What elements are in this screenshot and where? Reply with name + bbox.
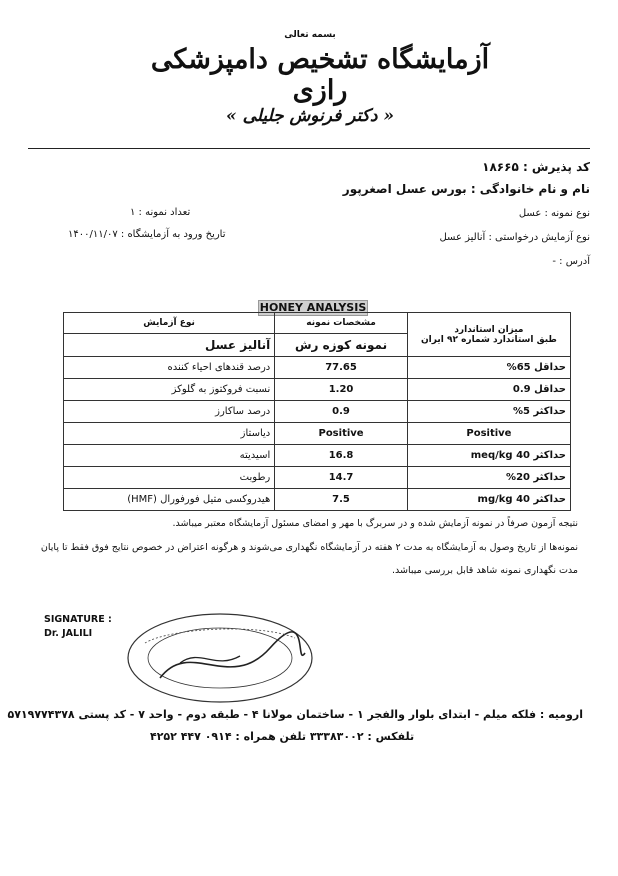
col-standard-header — [407, 313, 570, 357]
standard-value: حداقل 0.9 — [407, 379, 570, 401]
col-sample-header: مشخصات نمونه — [275, 313, 408, 334]
sample-count: تعداد نمونه : ۱ — [130, 207, 191, 218]
owner-name: نام و نام خانوادگی : بورس عسل اصغرپور — [342, 182, 590, 196]
table-row — [64, 445, 571, 467]
section-title: HONEY ANALYSIS — [259, 301, 367, 314]
arrival-date: تاریخ ورود به آزمایشگاه : ۱۴۰۰/۱۱/۰۷ — [68, 229, 226, 240]
sample-title-cell: نمونه کوزه رش — [275, 334, 408, 357]
lab-name-title: آزمایشگاه تشخیص دامپزشکی رازی — [150, 44, 490, 106]
reception-code: کد پذیرش : ۱۸۶۶۵ — [482, 160, 590, 174]
requested-test: نوع آزمایش درخواستی : آنالیز عسل — [439, 232, 590, 243]
test-name: رطوبت — [64, 467, 275, 489]
standard-value: حداقل 65% — [407, 357, 570, 379]
note-line-1: نتیجه آزمون صرفاً در نمونه آزمایش شده و در سربرگ با مهر و امضای مسئول آزمایشگاه معتبر میباشد. — [172, 518, 578, 529]
table-row — [64, 423, 571, 445]
sample-value: 16.8 — [275, 445, 408, 467]
footer-address: ارومیه : فلکه میلم - ابتدای بلوار والفجر ۱ - ساختمان مولانا ۴ - طبقه دوم - واحد ۷ - کد پستی ۵۷۱۹۷۷۴۳۷۸ — [7, 708, 583, 721]
test-name: درصد قندهای احیاء کننده — [64, 357, 275, 379]
table-row — [64, 401, 571, 423]
footer-phones: تلفکس : ۳۳۳۸۳۰۰۲ تلفن همراه : ۰۹۱۴ ۴۴۷ ۴۲۵۲ — [150, 730, 415, 743]
test-name: نسبت فروکتوز به گلوکز — [64, 379, 275, 401]
sample-value: Positive — [275, 423, 408, 445]
standard-value: حداکثر 20% — [407, 467, 570, 489]
sample-value: 1.20 — [275, 379, 408, 401]
standard-value: حداکثر 40 mg/kg — [407, 489, 570, 511]
sample-value: 77.65 — [275, 357, 408, 379]
test-name: اسیدیته — [64, 445, 275, 467]
sample-value: 7.5 — [275, 489, 408, 511]
test-name: درصد ساکارز — [64, 401, 275, 423]
table-row — [64, 357, 571, 379]
standard-reference: طبق استاندارد شماره ۹۲ ایران — [421, 334, 557, 345]
table-header-row — [64, 313, 571, 334]
standard-value: حداکثر 5% — [407, 401, 570, 423]
sample-value: 14.7 — [275, 467, 408, 489]
results-table — [63, 312, 571, 511]
signature-name: Dr. JALILI — [44, 628, 93, 639]
sample-type: نوع نمونه : عسل — [518, 208, 590, 219]
note-line-2: نمونه‌ها از تاریخ وصول به آزمایشگاه به مدت ۲ هفته در آزمایشگاه نگهداری می‌شوند و هرگونه اعتراض در خصوص نتایج فوق فقط تا پایان — [40, 542, 578, 553]
table-row — [64, 379, 571, 401]
signature-label: SIGNATURE : — [44, 614, 112, 625]
col-test-header: نوع آزمایش — [64, 313, 275, 334]
standard-value: Positive — [407, 423, 570, 445]
doctor-name: « دکتر فرنوش جلیلی » — [226, 106, 394, 126]
lab-stamp-seal — [120, 608, 320, 708]
sample-value: 0.9 — [275, 401, 408, 423]
standard-label: میزان استاندارد — [454, 324, 524, 335]
table-row — [64, 489, 571, 511]
test-name: دیاستاز — [64, 423, 275, 445]
table-row — [64, 467, 571, 489]
note-line-3: مدت نگهداری نمونه شاهد قابل بررسی میباشد. — [392, 565, 578, 576]
bismillah-text: بسمه تعالی — [284, 30, 336, 40]
standard-value: حداکثر 40 meq/kg — [407, 445, 570, 467]
header-divider — [28, 148, 590, 149]
test-title-cell: آنالیز عسل — [64, 334, 275, 357]
address-field: آدرس : - — [552, 256, 590, 267]
test-name: هیدروکسی متیل فورفورال (HMF) — [64, 489, 275, 511]
